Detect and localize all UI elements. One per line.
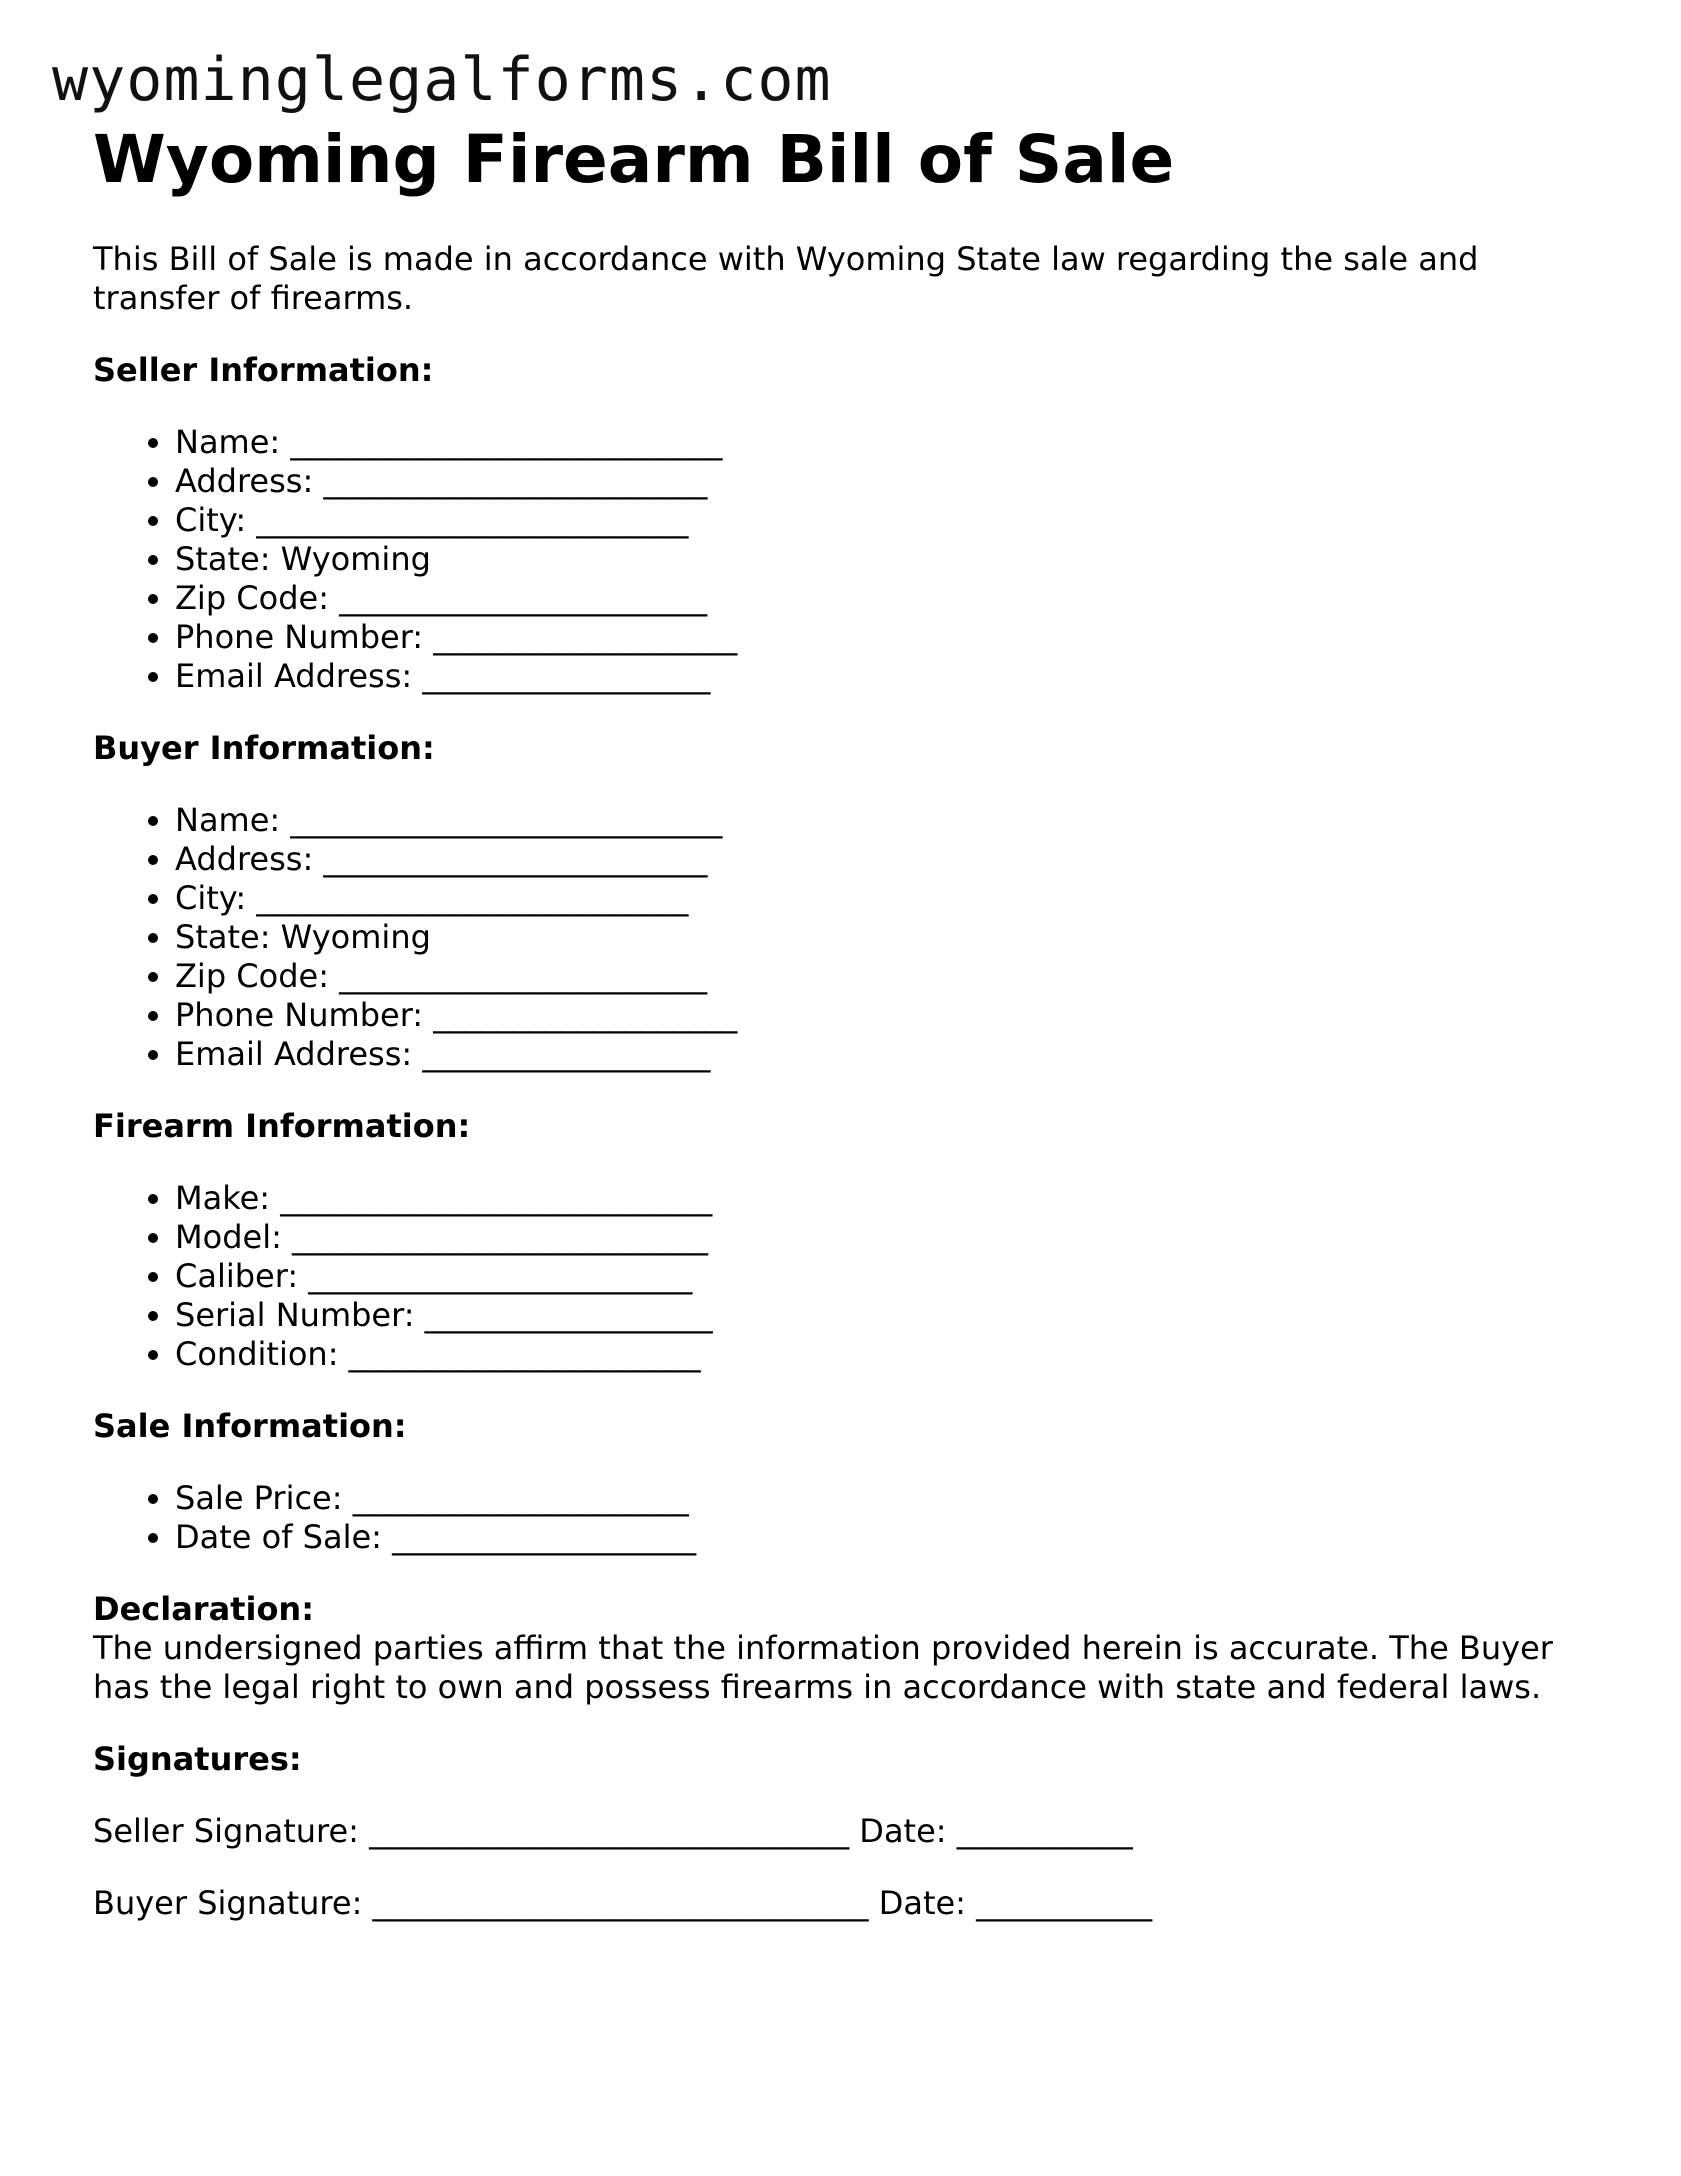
firearm-serial-field: • Serial Number: __________________ <box>175 1296 1593 1335</box>
firearm-make-field: • Make: ___________________________ <box>175 1179 1593 1218</box>
seller-list <box>93 423 1593 696</box>
firearm-condition-field: • Condition: ______________________ <box>175 1335 1593 1374</box>
buyer-zip-field: • Zip Code: _______________________ <box>175 957 1593 996</box>
declaration-text: The undersigned parties affirm that the information provided herein is accurate. The Buyer has the legal right to own and possess firearms in accordance with state and federal laws. <box>93 1629 1553 1706</box>
document-title: Wyoming Firearm Bill of Sale <box>93 121 1175 198</box>
buyer-email-field: • Email Address: __________________ <box>175 1035 1593 1074</box>
site-watermark: wyominglegalforms.com <box>52 45 832 115</box>
buyer-heading: Buyer Information: <box>93 729 435 767</box>
buyer-state-field: • State: Wyoming <box>175 918 1593 957</box>
seller-heading: Seller Information: <box>93 351 434 389</box>
sale-list <box>93 1479 1593 1557</box>
buyer-address-field: • Address: ________________________ <box>175 840 1593 879</box>
firearm-caliber-field: • Caliber: ________________________ <box>175 1257 1593 1296</box>
buyer-phone-field: • Phone Number: ___________________ <box>175 996 1593 1035</box>
seller-address-field: • Address: ________________________ <box>175 462 1593 501</box>
buyer-signature-line: Buyer Signature: _______________________________ Date: ___________ <box>93 1884 1153 1922</box>
seller-name-field: • Name: ___________________________ <box>175 423 1593 462</box>
intro-paragraph: This Bill of Sale is made in accordance with Wyoming State law regarding the sale and transfer of firearms. <box>93 240 1479 317</box>
seller-state-field: • State: Wyoming <box>175 540 1593 579</box>
buyer-list <box>93 801 1593 1074</box>
firearm-model-field: • Model: __________________________ <box>175 1218 1593 1257</box>
declaration-heading: Declaration: <box>93 1590 314 1628</box>
seller-signature-line: Seller Signature: ______________________________ Date: ___________ <box>93 1812 1133 1850</box>
sale-price-field: • Sale Price: _____________________ <box>175 1479 1593 1518</box>
sale-heading: Sale Information: <box>93 1407 407 1445</box>
seller-email-field: • Email Address: __________________ <box>175 657 1593 696</box>
seller-city-field: • City: ___________________________ <box>175 501 1593 540</box>
seller-zip-field: • Zip Code: _______________________ <box>175 579 1593 618</box>
firearm-heading: Firearm Information: <box>93 1107 471 1145</box>
buyer-city-field: • City: ___________________________ <box>175 879 1593 918</box>
buyer-name-field: • Name: ___________________________ <box>175 801 1593 840</box>
signatures-heading: Signatures: <box>93 1740 302 1778</box>
seller-phone-field: • Phone Number: ___________________ <box>175 618 1593 657</box>
sale-date-field: • Date of Sale: ___________________ <box>175 1518 1593 1557</box>
firearm-list <box>93 1179 1593 1374</box>
document-body <box>93 122 1593 1923</box>
